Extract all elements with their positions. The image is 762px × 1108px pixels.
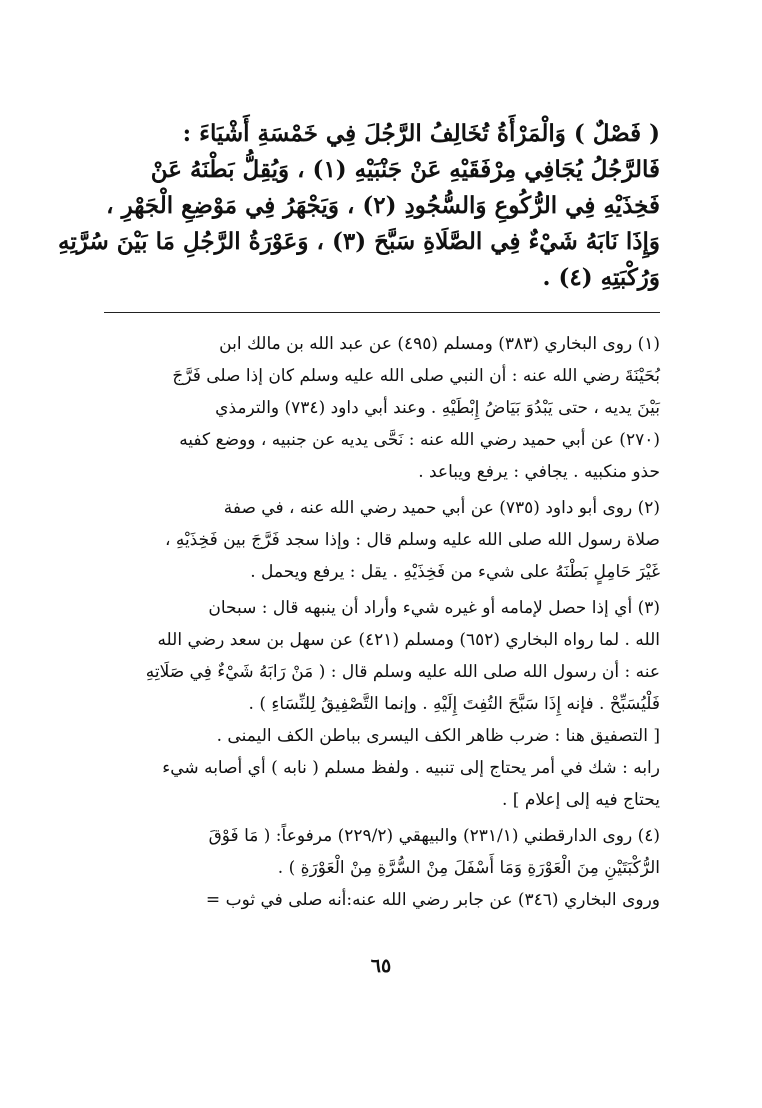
- footnotes: [104, 328, 660, 920]
- footnote-line: صلاة رسول الله صلى الله عليه وسلم قال : وإذا سجد فَرَّجَ بين فَخِذَيْهِ ،: [164, 530, 660, 550]
- main-line: فَالرَّجُلُ يُجَافِي مِرْفَقَيْهِ عَنْ جَنْبَيْهِ (١) ، وَيُقِلُّ بَطْنَهُ عَنْ: [150, 156, 660, 183]
- footnote-line: (٢٧٠) عن أبي حميد رضي الله عنه : نَحَّى يديه عن جنبيه ، ووضع كفيه: [179, 430, 660, 450]
- footnote-line: بَيْنَ يديه ، حتى يَبْدُوَ بَيَاضُ إِبْطَيْهِ . وعند أبي داود (٧٣٤) والترمذي: [215, 398, 660, 418]
- footnote-line: (٤) روى الدارقطني (٢٣١/١) والبيهقي (٢٢٩/٢) مرفوعاً: ( مَا فَوْقَ: [208, 826, 660, 846]
- footnote-line: [ التصفيق هنا : ضرب ظاهر الكف اليسرى بباطن الكف اليمنى .: [216, 726, 660, 746]
- page-number: ٦٥: [370, 955, 392, 977]
- footnote-line: حذو منكبيه . يجافي : يرفع ويباعد .: [418, 462, 660, 482]
- footnote-line: يحتاج فيه إلى إعلام ] .: [501, 790, 660, 810]
- main-line: وَإِذَا نَابَهُ شَيْءٌ فِي الصَّلَاةِ سَبَّحَ (٣) ، وَعَوْرَةُ الرَّجُلِ مَا بَيْنَ سُرَّتِهِ: [58, 228, 660, 255]
- footnote-line: عنه : أن رسول الله صلى الله عليه وسلم قال : ( مَنْ رَابَهُ شَيْءٌ فِي صَلَاتِهِ: [145, 662, 660, 682]
- main-line: فَخِذَيْهِ فِي الرُّكُوعِ وَالسُّجُودِ (٢) ، وَيَجْهَرُ فِي مَوْضِعِ الْجَهْرِ ،: [106, 192, 660, 219]
- footnote-line: وروى البخاري (٣٤٦) عن جابر رضي الله عنه:أنه صلى في ثوب =: [205, 890, 660, 910]
- footnote-line: (٣) أي إذا حصل لإمامه أو غيره شيء وأراد أن ينبهه قال : سبحان: [208, 598, 660, 618]
- footnote-line: بُحَيْنَةَ رضي الله عنه : أن النبي صلى الله عليه وسلم كان إذا صلى فَرَّجَ: [172, 366, 660, 386]
- footnote-line: (١) روى البخاري (٣٨٣) ومسلم (٤٩٥) عن عبد الله بن مالك ابن: [219, 334, 660, 354]
- footnote-line: الله . لما رواه البخاري (٦٥٢) ومسلم (٤٢١) عن سهل بن سعد رضي الله: [157, 630, 660, 650]
- footnote-4: [104, 820, 660, 916]
- main-line: ( فَصْلٌ ) وَالْمَرْأَةُ تُخَالِفُ الرَّجُلَ فِي خَمْسَةِ أَشْيَاءَ :: [182, 120, 660, 147]
- footnote-divider: [104, 312, 660, 313]
- footnote-line: غَيْرَ حَامِلٍ بَطْنَهُ على شيء من فَخِذَيْهِ . يقل : يرفع ويحمل .: [250, 562, 660, 582]
- footnote-2: [104, 492, 660, 588]
- main-line: وَرُكْبَتِهِ (٤) .: [542, 264, 660, 291]
- footnote-3: [104, 592, 660, 816]
- footnote-line: (٢) روى أبو داود (٧٣٥) عن أبي حميد رضي الله عنه ، في صفة: [223, 498, 660, 518]
- footnote-line: فَلْيُسَبِّحْ . فإنه إِذَا سَبَّحَ التُفِتَ إِلَيْهِ . وإنما التَّصْفِيقُ لِلنِّسَاءِ ) .: [248, 694, 660, 714]
- section-paragraph: [58, 116, 660, 296]
- footnote-1: [104, 328, 660, 488]
- main-text: [58, 116, 660, 296]
- footnote-line: الرُّكْبَتَيْنِ مِنَ الْعَوْرَةِ وَمَا أَسْفَلَ مِنْ السُّرَّةِ مِنْ الْعَوْرَةِ ) .: [277, 858, 660, 878]
- footnote-line: رابه : شك في أمر يحتاج إلى تنبيه . ولفظ مسلم ( نابه ) أي أصابه شيء: [162, 758, 660, 778]
